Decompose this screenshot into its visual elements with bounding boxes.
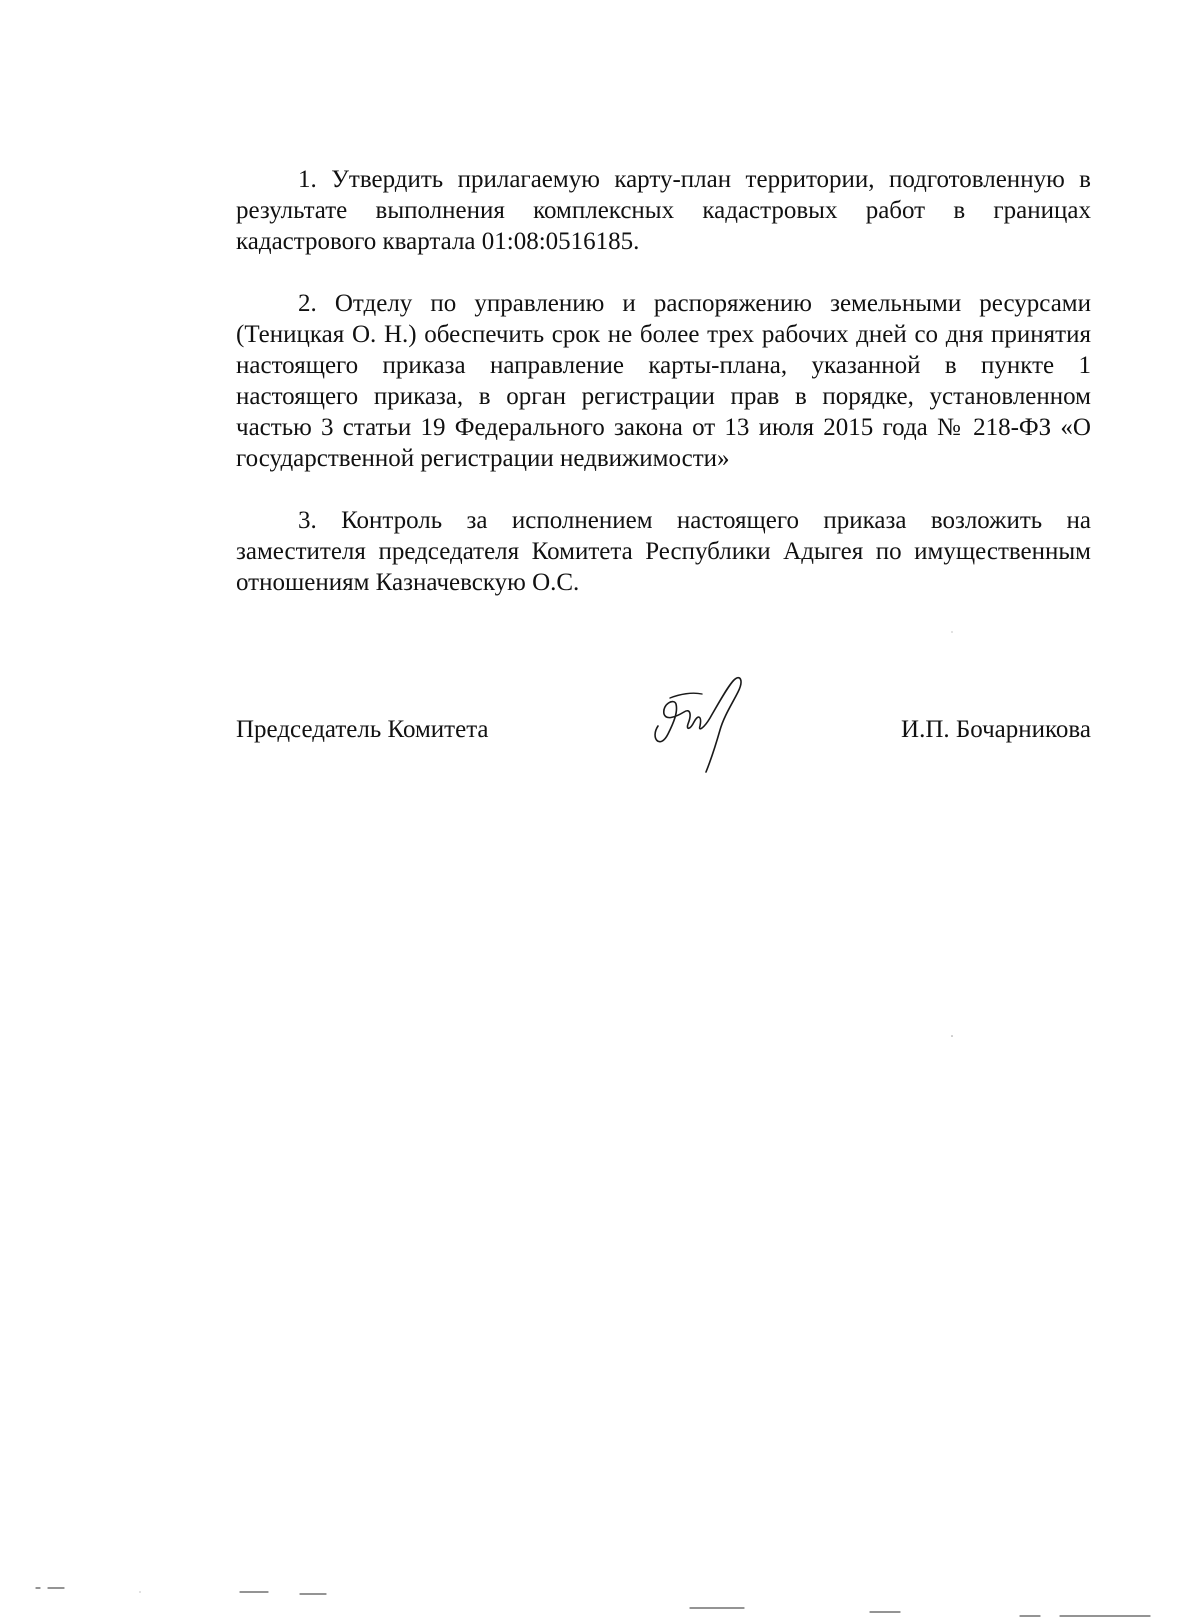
paragraph-1: 1. Утвердить прилагаемую карту-план территории, подготовленную в результате выполнения комплексных кадастровых работ в границах кадастрового квартала 01:08:0516185. bbox=[236, 166, 1091, 255]
paragraph-3: 3. Контроль за исполнением настоящего приказа возложить на заместителя председателя Комитета Республики Адыгея по имущественным отношениям Казначевскую О.С. bbox=[236, 507, 1091, 596]
signatory-position: Председатель Комитета bbox=[236, 716, 489, 743]
paragraph-2: 2. Отделу по управлению и распоряжению земельными ресурсами (Теницкая О. Н.) обеспечить срок не более трех рабочих дней со дня принятия настоящего приказа направление карты-плана, указанной в пункте 1 настоящего приказа, в орган регистрации прав в порядке, установленном частью 3 статьи 19 Федерального закона от 13 июля 2015 года № 218-ФЗ «О государственной регистрации недвижимости» bbox=[236, 290, 1091, 472]
document-body bbox=[236, 164, 1091, 629]
signatory-name: И.П. Бочарникова bbox=[901, 716, 1091, 743]
handwritten-signature bbox=[640, 668, 760, 778]
